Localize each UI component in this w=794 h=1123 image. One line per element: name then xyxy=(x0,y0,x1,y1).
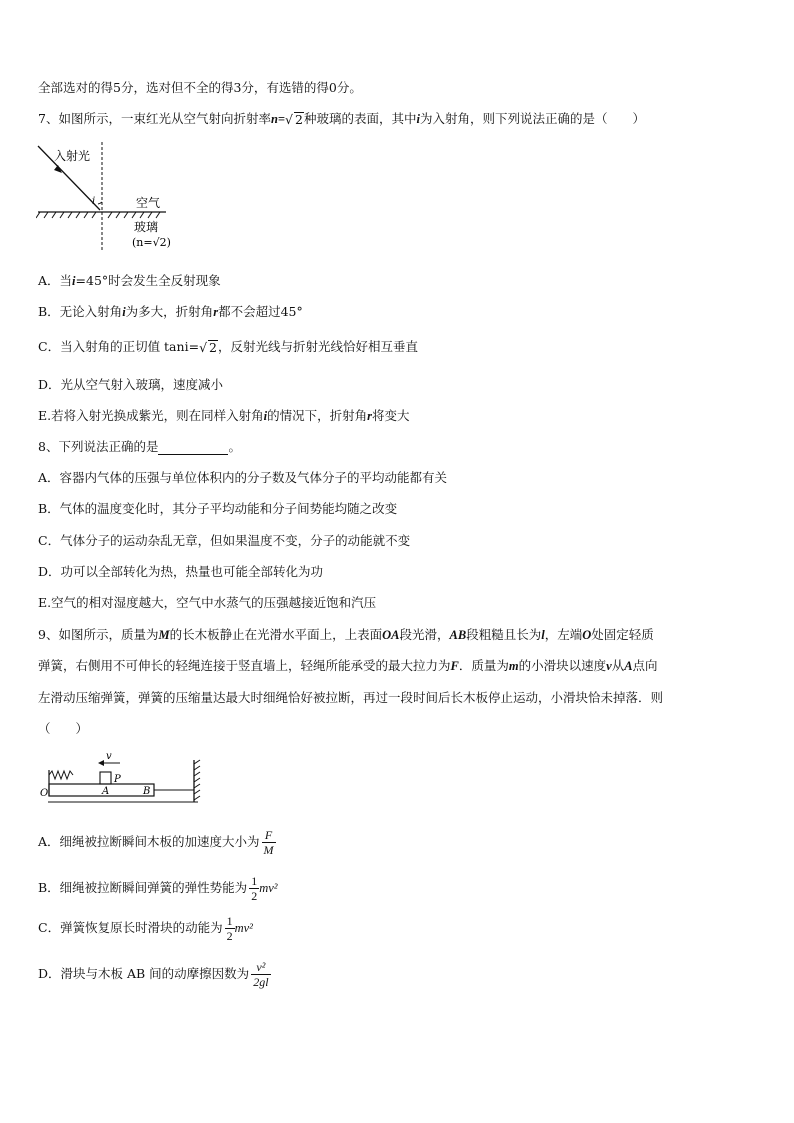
q8-option-a: A．容器内气体的压强与单位体积内的分子数及气体分子的平均动能都有关 xyxy=(38,470,448,485)
q9-stem-line4: （ ） xyxy=(38,721,89,736)
glass-label: 玻璃 xyxy=(134,220,159,234)
q9-stem-line3: 左滑动压缩弹簧，弹簧的压缩量达最大时细绳恰好被拉断，再过一段时间后长木板停止运动，小滑块恰未掉落．则 xyxy=(38,690,664,705)
q9-option-a: A．细绳被拉断瞬间木板的加速度大小为 $\frac{F}{M}$ xyxy=(38,828,274,857)
q9-board-figure xyxy=(38,748,208,808)
q9-option-d: D．滑块与木板 AB 间的动摩擦因数为 $\frac{\text{v²}}{2gl}$ xyxy=(38,960,269,989)
q8-stem: 8、下列说法正确的是 。 xyxy=(38,439,241,454)
q7-option-c: C．当入射角的正切值 tani=√ 2，反射光线与折射光线恰好相互垂直 xyxy=(38,339,418,355)
intro-text: 全部选对的得5分，选对但不全的得3分，有选错的得0分。 xyxy=(38,80,362,95)
air-label: 空气 xyxy=(136,196,161,210)
arrow-left-icon xyxy=(98,760,104,766)
q7-option-b: B．无论入射角i为多大，折射角r都不会超过45° xyxy=(38,304,303,319)
q7-option-e: E.若将入射光换成紫光，则在同样入射角i的情况下，折射角r将变大 xyxy=(38,408,410,423)
q7-refraction-figure xyxy=(36,140,176,255)
q7-stem: 7、如图所示，一束红光从空气射向折射率n=√ 2种玻璃的表面，其中i为入射角，则下列说法正确的是（ ） xyxy=(38,111,645,127)
q7-option-d: D．光从空气射入玻璃，速度减小 xyxy=(38,377,224,392)
p-label: P xyxy=(114,774,121,785)
q8-option-c: C．气体分子的运动杂乱无章，但如果温度不变，分子的动能就不变 xyxy=(38,533,411,548)
q9-stem-line2: 弹簧，右侧用不可伸长的轻绳连接于竖直墙上，轻绳所能承受的最大拉力为F．质量为m的小滑块以速度v从A点向 xyxy=(38,658,658,673)
a-label: A xyxy=(102,786,110,797)
o-label: O xyxy=(40,788,49,799)
q8-option-e: E.空气的相对湿度越大，空气中水蒸气的压强越接近饱和汽压 xyxy=(38,595,377,610)
q7-number: 7、 xyxy=(38,111,59,126)
q9-option-c: C．弹簧恢复原长时滑块的动能为 $\frac{1}{2}$ mv² xyxy=(38,914,253,943)
q8-option-b: B．气体的温度变化时，其分子平均动能和分子间势能均随之改变 xyxy=(38,501,398,516)
q9-stem-line1: 9、如图所示，质量为M的长木板静止在光滑水平面上，上表面OA段光滑，AB段粗糙且长为l，左端O处固定轻质 xyxy=(38,627,654,642)
n-note-label: (n=√2) xyxy=(132,236,171,249)
q9-option-b: B．细绳被拉断瞬间弹簧的弹性势能为 $\frac{1}{2}$ mv² xyxy=(38,874,278,903)
sqrt-sign: √ 2 xyxy=(285,112,303,127)
v-label: v xyxy=(106,751,112,762)
incident-label: 入射光 xyxy=(54,149,91,163)
answer-blank xyxy=(158,442,228,455)
angle-i-label: i xyxy=(92,196,96,207)
b-label: B xyxy=(143,786,151,797)
q7-option-a: A．当i=45°时会发生全反射现象 xyxy=(38,273,221,288)
q8-option-d: D．功可以全部转化为热，热量也可能全部转化为功 xyxy=(38,564,324,579)
